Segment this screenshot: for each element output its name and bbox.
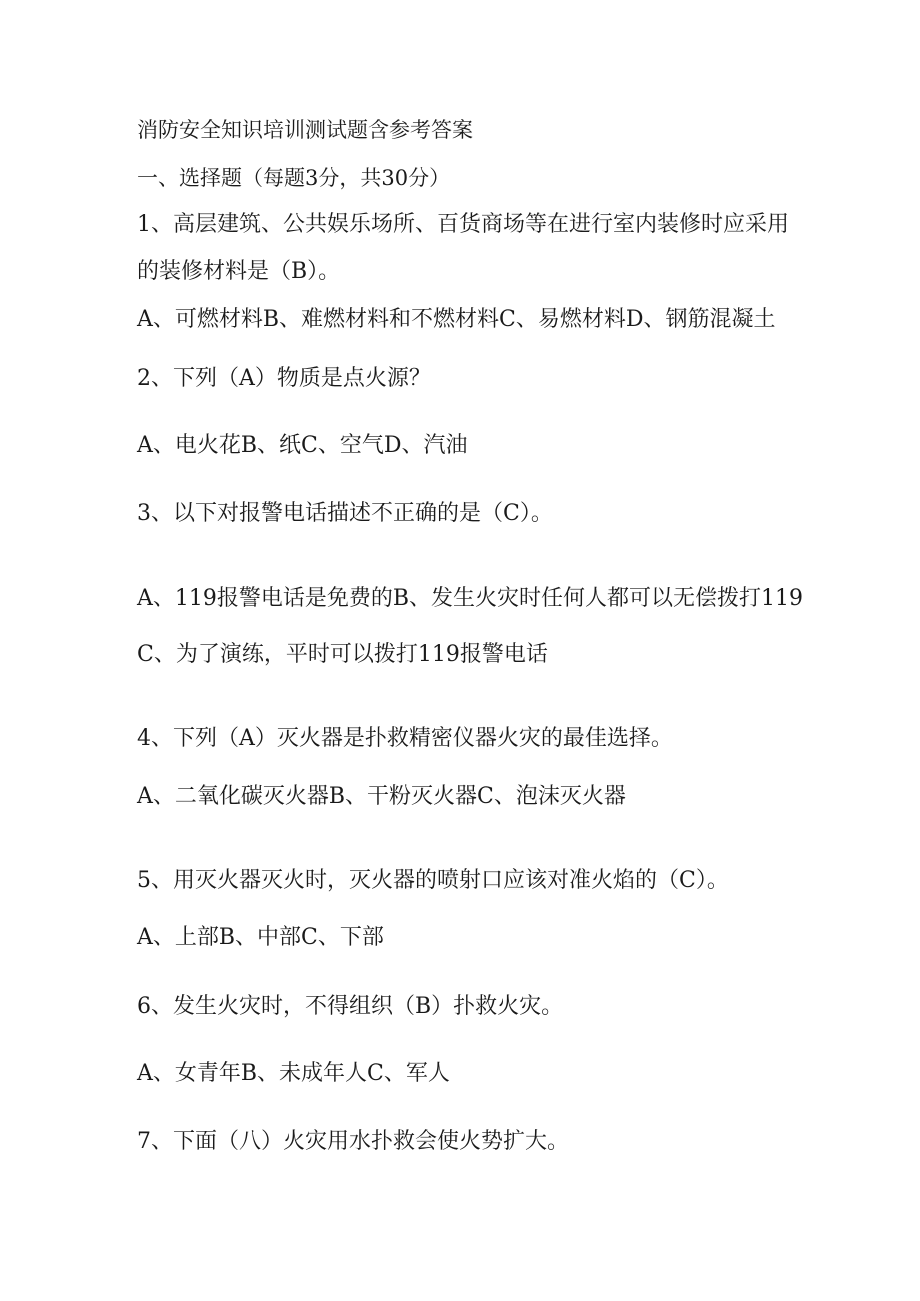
question-4-options: A、二氧化碳灭火器B、干粉灭火器C、泡沫灭火器 (137, 784, 626, 809)
question-7-text: 7、下面（八）火灾用水扑救会使火势扩大。 (137, 1129, 569, 1154)
question-1-text-line-2: 的装修材料是（B）。 (137, 259, 341, 284)
question-2-options: A、电火花B、纸C、空气D、汽油 (137, 433, 468, 458)
document-title: 消防安全知识培训测试题含参考答案 (137, 118, 473, 142)
question-3-options-line-1: A、119报警电话是免费的B、发生火灾时任何人都可以无偿拨打119 (137, 586, 804, 611)
question-5-options: A、上部B、中部C、下部 (137, 925, 384, 950)
question-5-text: 5、用灭火器灭火时，灭火器的喷射口应该对准火焰的（C）。 (137, 868, 729, 893)
question-1-text-line-1: 1、高层建筑、公共娱乐场所、百货商场等在进行室内装修时应采用 (137, 212, 789, 237)
question-1-options: A、可燃材料B、难燃材料和不燃材料C、易燃材料D、钢筋混凝土 (137, 307, 776, 332)
question-6-options: A、女青年B、未成年人C、军人 (137, 1061, 450, 1086)
question-2-text: 2、下列（A）物质是点火源？ (137, 366, 431, 391)
question-3-options-line-2: C、为了演练，平时可以拨打119报警电话 (137, 642, 548, 667)
question-3-text: 3、以下对报警电话描述不正确的是（C）。 (137, 501, 553, 526)
question-4-text: 4、下列（A）灭火器是扑救精密仪器火灾的最佳选择。 (137, 726, 673, 751)
section-heading: 一、选择题（每题3分，共30分） (137, 166, 451, 190)
question-6-text: 6、发生火灾时，不得组织（B）扑救火灾。 (137, 994, 564, 1019)
